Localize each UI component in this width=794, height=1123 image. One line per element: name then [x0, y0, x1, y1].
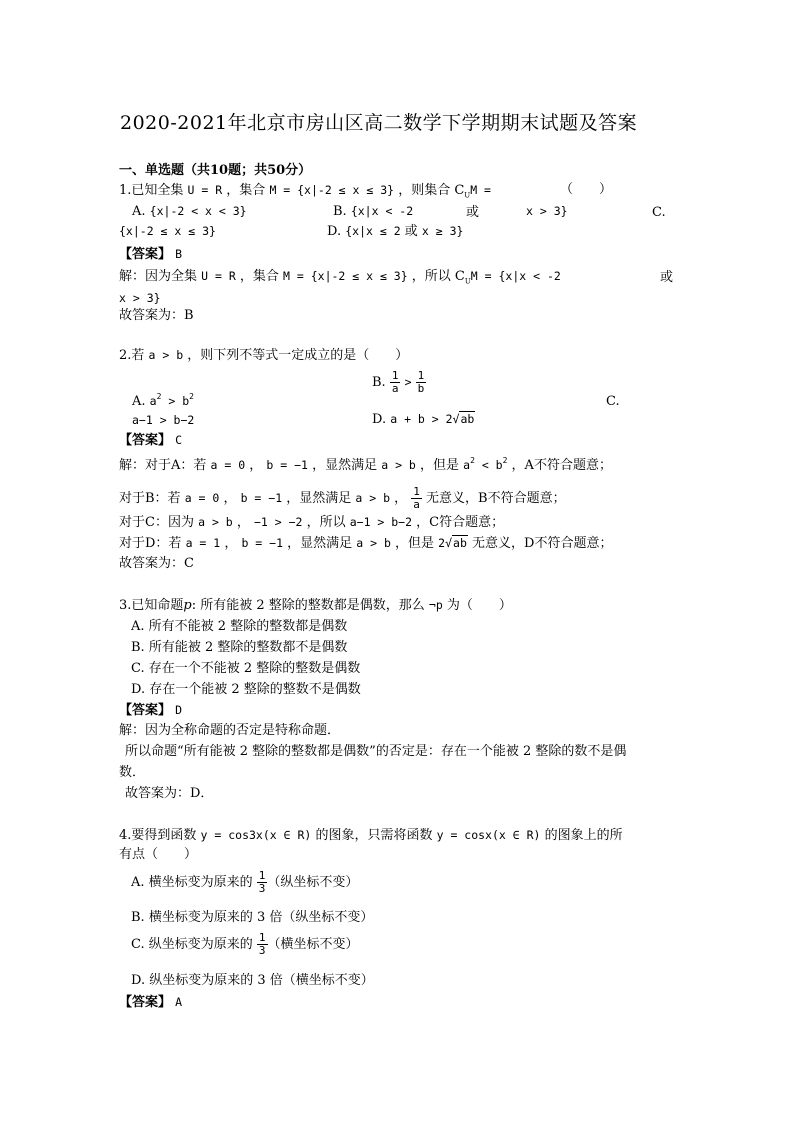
q4-stem-2: 有点（ ）: [119, 847, 198, 862]
q2-option-c: a−1 > b−2: [132, 413, 195, 427]
q3-answer: 【答案】 D: [119, 703, 183, 718]
q3-solution-3: 数．: [119, 765, 146, 780]
q3-stem: 3.已知命题p: 所有能被 2 整除的整数都是偶数，那么 ¬p 为（ ）: [119, 598, 512, 613]
q2-option-d: D. a + b > 2√ab: [372, 412, 475, 427]
q2-solution-a: 解：对于A：若 a = 0 ， b = −1 ，显然满足 a > b ，但是 $a^2 < b^2$ ，A不符合题意；: [119, 456, 612, 473]
q3-option-a: A. 所有不能被 2 整除的整数都是偶数: [131, 619, 348, 634]
q1-stem: 1.已知全集 U = R ，集合 M = {x|-2 ≤ x ≤ 3} ，则集合 $C_UM$ =: [119, 182, 491, 204]
q3-option-d: D. 存在一个能被 2 整除的整数不是偶数: [131, 682, 361, 697]
q3-option-c: C. 存在一个不能被 2 整除的整数是偶数: [131, 661, 361, 676]
q1-solution: 解：因为全集 U = R ，集合 M = {x|-2 ≤ x ≤ 3} ，所以 $C_UM = \{x|x < -2$: [119, 269, 561, 286]
q3-solution-2: 所以命题“所有能被 2 整除的整数都是偶数”的否定是：存在一个能被 2 整除的数不是偶: [125, 744, 627, 759]
section-header: 一、单选题（共10题；共50分）: [119, 163, 312, 178]
q1-solution-or: 或: [660, 270, 674, 285]
q2-option-a: A. $a^2 > b^2$: [132, 392, 194, 409]
q1-solution-2: x > 3}: [119, 291, 161, 305]
q3-option-b: B. 所有能被 2 整除的整数都不是偶数: [131, 640, 348, 655]
q4-option-b: B. 横坐标变为原来的 3 倍（纵坐标不变）: [131, 910, 374, 925]
complement-symbol: $C_U$: [454, 183, 471, 200]
q1-answer: 【答案】 B: [119, 247, 183, 262]
q2-stem: 2.若 a > b ，则下列不等式一定成立的是（ ）: [119, 348, 409, 363]
page-title: 2020-2021年北京市房山区高二数学下学期期末试题及答案: [120, 112, 638, 134]
q1-paren: （ ）: [560, 182, 613, 197]
q2-option-b: B. $\frac{1}{a}$ > $\frac{1}{b}$: [372, 369, 425, 395]
q1-option-d: D. {x|x ≤ 2 或 x ≥ 3}: [327, 224, 464, 239]
q2-option-c-label: C.: [606, 394, 620, 409]
q1-option-c-label: C.: [652, 205, 666, 220]
q4-option-c: C. 纵坐标变为原来的 $\frac{1}{3}$ （横坐标不变）: [131, 931, 359, 957]
q1-final: 故答案为：B: [119, 308, 194, 323]
q2-solution-b: 对于B：若 a = 0 ， b = −1 ，显然满足 a > b ， $\frac{1}{a}$ 无意义，B不符合题意；: [119, 485, 566, 511]
q4-option-d: D. 纵坐标变为原来的 3 倍（横坐标不变）: [131, 973, 374, 988]
q1-option-a: A. {x|-2 < x < 3}: [132, 204, 247, 219]
q3-solution-1: 解：因为全称命题的否定是特称命题．: [119, 723, 341, 738]
q1-option-b-2: x > 3}: [526, 204, 568, 218]
q4-answer: 【答案】 A: [119, 995, 183, 1010]
q3-final: 故答案为：D．: [125, 786, 214, 801]
q4-option-a: A. 横坐标变为原来的 $\frac{1}{3}$ （纵坐标不变）: [131, 869, 359, 895]
q4-stem: 4.要得到函数 y = cos3x(x ∈ R) 的图象，只需将函数 y = cosx(x ∈ R) 的图象上的所: [119, 828, 623, 843]
q2-solution-c: 对于C：因为 a > b ， −1 > −2 ，所以 a−1 > b−2 ，C符合题意；: [119, 515, 505, 530]
q1-option-b-or: 或: [466, 205, 480, 220]
q2-answer: 【答案】 C: [119, 433, 183, 448]
q1-option-b: B. {x|x < -2: [333, 204, 414, 219]
q2-final: 故答案为：C: [119, 556, 194, 571]
q2-solution-d: 对于D：若 a = 1 ， b = −1 ，显然满足 a > b ，但是 2√ab 无意义，D不符合题意；: [119, 536, 613, 551]
q1-option-c: {x|-2 ≤ x ≤ 3}: [119, 224, 216, 238]
